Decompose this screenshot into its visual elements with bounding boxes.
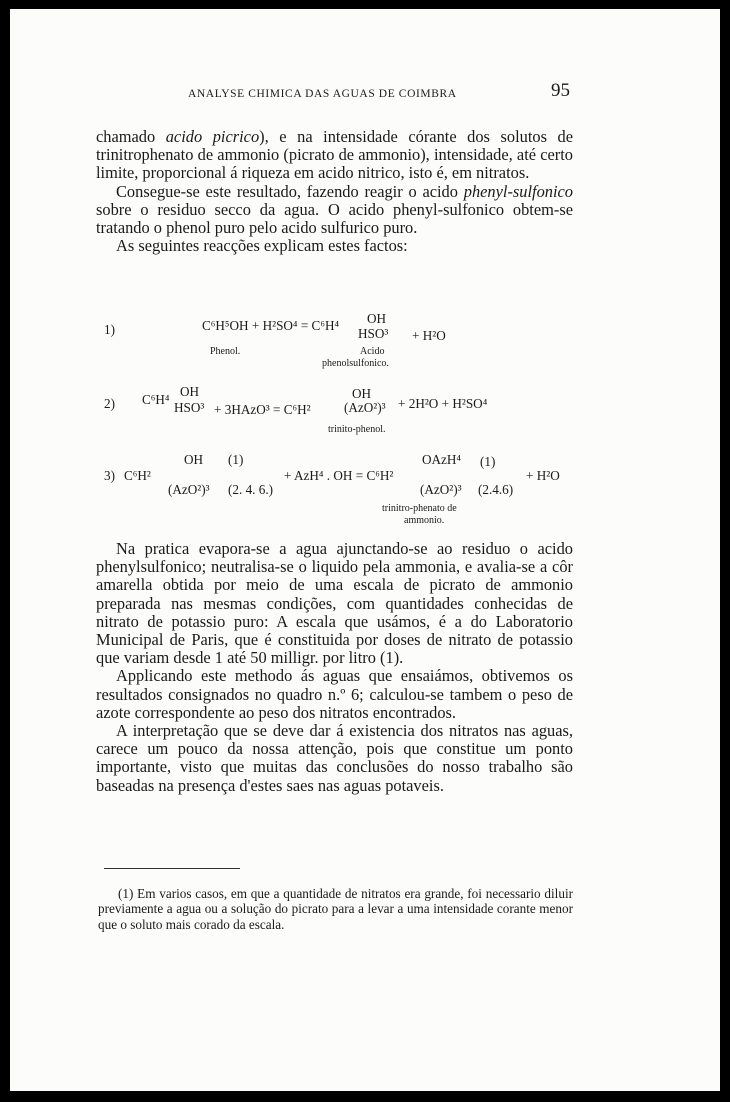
eq1-label-acido-2: phenolsulfonico. — [322, 358, 389, 369]
p2-text-b: sobre o residuo secco da agua. O acido phenyl-sulfonico obtem-se tratando o phenol puro pelo acido sulfurico puro. — [96, 199, 573, 238]
eq3-label-2: ammonio. — [404, 515, 445, 526]
page-number: 95 — [551, 80, 570, 101]
eq1-label-acido: Acido — [360, 346, 385, 357]
eq2-bottom1: HSO³ — [174, 400, 205, 415]
eq3-note2: (1) — [480, 454, 496, 469]
footnote-rule — [104, 868, 240, 869]
eq3-number: 3) — [104, 468, 115, 483]
eq2-label: trinito-phenol. — [328, 424, 386, 435]
eq3-middle: + AzH⁴ . OH = C⁶H² — [284, 468, 394, 483]
eq3-bottom2: (AzO²)³ — [420, 482, 462, 497]
eq1-lhs: C⁶H⁵OH + H²SO⁴ = C⁶H⁴ — [202, 318, 340, 333]
eq3-note1: (1) — [228, 452, 244, 467]
paragraph-2 — [96, 183, 573, 238]
p1-italic: acido picrico — [165, 127, 260, 146]
eq2-lhs: C⁶H⁴ — [142, 392, 170, 407]
main-text — [96, 540, 573, 795]
p1-text-b: ), e na intensidade córante dos solutos de trinitrophenato de ammonio (picrato de ammonio), intensidade, até certo limite, proporcional á riqueza em acido nitrico, isto é, em nitratos. — [96, 127, 573, 183]
paragraph-6: A interpretação que se deve dar á existencia dos nitratos nas aguas, carece um pouco da nossa attenção, pois que constitue um ponto importante, visto que muitas das conclusões do nosso trabalho são baseadas na presença d'estes saes nas aguas potaveis. — [96, 721, 573, 795]
eq2-number: 2) — [104, 396, 115, 411]
eq2-middle: + 3HAzO³ = C⁶H² — [214, 402, 311, 417]
eq3-tail: + H²O — [526, 468, 560, 483]
eq3-top1: OH — [184, 452, 204, 467]
paragraph-3: As seguintes reacções explicam estes factos: — [116, 236, 408, 256]
eq3-bottom1: (AzO²)³ — [168, 482, 210, 497]
eq3-top2: OAzH⁴ — [422, 452, 462, 467]
eq2-top1: OH — [180, 384, 200, 399]
p1-text-a: chamado — [96, 127, 166, 146]
eq3-positions1: (2. 4. 6.) — [228, 482, 274, 497]
eq1-label-phenol: Phenol. — [210, 346, 241, 357]
paragraph-5: Applicando este methodo ás aguas que ensaiámos, obtivemos os resultados consignados no quadro n.º 6; calculou-se tambem o peso de azote correspondente ao peso dos nitratos encontrados. — [96, 666, 573, 722]
eq3-positions2: (2.4.6) — [478, 482, 514, 497]
eq1-number: 1) — [104, 322, 115, 337]
footnote-text: (1) Em varios casos, em que a quantidade de nitratos era grande, foi necessario diluir previamente a agua ou a solução do picrato para a levar a uma intensidade corante menor que o soluto mais corado da escala. — [98, 886, 573, 932]
paragraph-4: Na pratica evapora-se a agua ajunctando-se ao residuo o acido phenylsulfonico; neutralisa-se o liquido pela ammonia, e avalia-se a côr amarella obtida por meio de uma escala de picrato de ammonio preparada nas mesmas condições, com quantidades conhecidas de nitrato de potassio puro: A escala que usámos, é a do Laboratorio Municipal de Paris, que é constituida por doses de nitrato de potassio que variam desde 1 até 50 milligr. por litro (1). — [96, 539, 573, 668]
eq1-bottom: HSO³ — [358, 326, 389, 341]
p2-italic: phenyl-sulfonico — [463, 181, 573, 201]
eq2-bottom2: (AzO²)³ — [344, 400, 386, 415]
eq3-label-1: trinitro-phenato de — [382, 503, 457, 514]
paragraph-1 — [96, 128, 573, 183]
eq1-top: OH — [367, 311, 387, 326]
eq2-tail: + 2H²O + H²SO⁴ — [398, 396, 488, 411]
eq2-top2: OH — [352, 386, 372, 401]
running-title: ANALYSE CHIMICA DAS AGUAS DE COIMBRA — [188, 88, 457, 100]
eq1-tail: + H²O — [412, 328, 446, 343]
p2-text-a: Consegue-se este resultado, fazendo reagir o acido — [116, 181, 464, 201]
footnote — [98, 886, 573, 932]
eq3-lhs: C⁶H² — [124, 468, 151, 483]
intro-text — [96, 128, 573, 255]
